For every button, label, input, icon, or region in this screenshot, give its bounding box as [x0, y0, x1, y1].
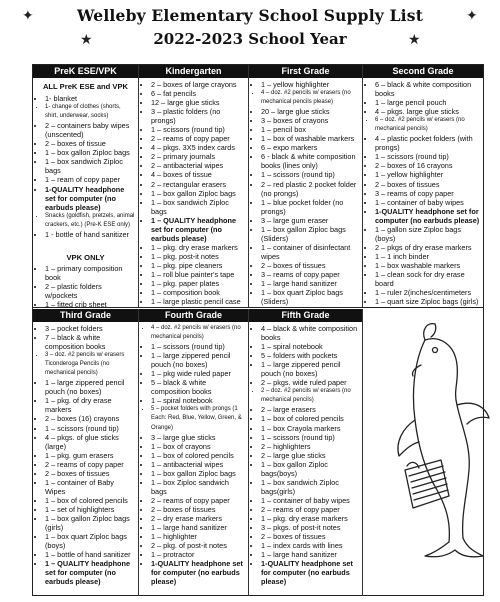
supply-item: • 1 – box of washable markers [261, 134, 359, 143]
supply-item: • 3 – plastic folders (no prongs) [151, 107, 245, 125]
supply-item: • 2 – rectangular erasers [151, 180, 245, 189]
supply-item: • 6 - black & white composition books (lines only) [261, 152, 359, 170]
supply-item: • 1 – box of colored pencils [261, 414, 359, 423]
supply-item: • 1 – scissors (round tip) [261, 433, 359, 442]
supply-item: • 1 – box gallon Ziploc bags (girls) [45, 514, 135, 532]
supply-item: • 1 – QUALITY headphone set for computer (no earbuds please) [45, 559, 135, 586]
prek-subhead: ALL PreK ESE and VPK [42, 82, 129, 91]
supply-item: • 1-QUALITY headphone set for computer (no earbuds please) [151, 559, 245, 586]
supply-item: • 3 – large glue sticks [151, 433, 245, 442]
supply-item: • 1 – roll blue painter's tape [151, 270, 245, 279]
supply-item: • 2 – red plastic 2 pocket folder (no prongs) [261, 180, 359, 198]
kindergarten-header: Kindergarten [139, 65, 248, 78]
supply-item: • 1 – yellow highlighter [261, 80, 359, 89]
page-title: Welleby Elementary School Supply List [76, 6, 424, 25]
supply-item: • 3 – pocket folders [45, 324, 135, 333]
supply-item: • 4 – doz. #2 pencils w/ erasers (no mechanical pencils please) [261, 89, 359, 107]
supply-item: • 1 – protractor [151, 550, 245, 559]
supply-item: • 1- change of clothes (shorts, shirt, underwear, socks) [45, 103, 135, 121]
supply-item: • 4 – boxes of tissue [151, 170, 245, 179]
first-grade-list [252, 80, 359, 307]
prek-header: PreK ESE/VPK [33, 65, 138, 78]
supply-item: • Snacks (goldfish, pretzels, animal crackers, etc.) (Pre-K ESE only) [45, 212, 135, 230]
supply-item: • 1 – large zippered pencil pouch (no boxes) [261, 360, 359, 378]
supply-item: • 2 – reams of copy paper [261, 505, 359, 514]
supply-item: • 2 – large erasers [261, 405, 359, 414]
fourth-grade-header: Fourth Grade [139, 309, 248, 322]
prek-column [33, 65, 139, 307]
supply-item: • 1 – quart size Ziploc bags (girls) [375, 297, 480, 306]
supply-item: • 2 – boxes of tissues [45, 469, 135, 478]
supply-item: • 1 – box sandwich Ziploc bags(girls) [261, 478, 359, 496]
supply-item: • 4 – doz. #2 pencils w/ erasers (no mechanical pencils) [151, 324, 245, 342]
supply-item: • 2 – highlighters [261, 442, 359, 451]
prek-list [36, 94, 135, 239]
supply-item: • 1 – antibacterial wipes [151, 460, 245, 469]
supply-item: • 1 – large zippered pencil pouch (no boxes) [45, 378, 135, 396]
supply-item: • 2 – reams of copy paper [45, 460, 135, 469]
supply-item: • 1 – gallon size Ziploc bags (boys) [375, 225, 480, 243]
supply-item: • 4 – plastic pocket folders (with prongs) [375, 134, 480, 152]
supply-item: • 3 – reams of copy paper [261, 270, 359, 279]
supply-item: • 1 – scissors (round tip) [151, 342, 245, 351]
supply-item: • 1 – pencil box [261, 125, 359, 134]
supply-item: • 1 – pkg. gum erasers [45, 451, 135, 460]
supply-item: • 1 – ream of copy paper [45, 175, 135, 184]
supply-item: • 1 – scissors (round tip) [151, 125, 245, 134]
supply-item: • 1 – box Crayola markers [261, 424, 359, 433]
dolphin-illustration [385, 320, 495, 560]
supply-item: • 1 – large zippered pencil pouch (no boxes) [151, 351, 245, 369]
fourth-grade-column [139, 309, 249, 596]
supply-item: • 1 – pkg. dry erase markers [261, 514, 359, 523]
supply-item: • 1 – blue pocket folder (no prongs) [261, 198, 359, 216]
second-grade-column [363, 65, 483, 307]
supply-item: • 5 – folders with pockets [261, 351, 359, 360]
supply-item: • 1-QUALITY headphone set for computer (no earbuds please) [261, 559, 359, 586]
first-grade-header: First Grade [249, 65, 362, 78]
supply-item: • 1 – container of baby wipes [375, 198, 480, 207]
supply-item: • 2 – boxes of tissue [45, 139, 135, 148]
supply-item: • 1 – yellow highlighter [375, 170, 480, 179]
supply-item: • 1 – clean sock for dry erase board [375, 270, 480, 288]
supply-item: • 20 – large glue sticks [261, 107, 359, 116]
supply-item: • 1 – box of colored pencils [151, 451, 245, 460]
supply-item: • 2 – antibacterial wipes [151, 161, 245, 170]
title-block [0, 0, 500, 62]
supply-item: • 1 – QUALITY headphone set for computer (no earbuds please) [151, 216, 245, 243]
supply-item: • 1 – fitted crib sheet [45, 300, 135, 307]
supply-item: • 2 – pkg. of post-it notes [151, 541, 245, 550]
supply-item: • 2 – boxes of tissues [261, 532, 359, 541]
supply-item: • 12 – large glue sticks [151, 98, 245, 107]
supply-item: • 1 – box of colored pencils [45, 496, 135, 505]
supply-item: • 2 – boxes of 16 crayons [375, 161, 480, 170]
supply-item: • 1 – spiral notebook [151, 396, 245, 405]
supply-item: • 1 – container of baby wipes [261, 496, 359, 505]
supply-item: • 3 – pkgs. of post-it notes [261, 523, 359, 532]
supply-item: • 3 – boxes of crayons [261, 116, 359, 125]
third-grade-list [36, 324, 135, 586]
row-divider [33, 307, 483, 308]
star-icon: ★ [80, 31, 93, 47]
second-grade-list [366, 80, 480, 306]
supply-item: • 1 – large hand sanitizer [151, 523, 245, 532]
supply-item: • 2 – dry erase markers [151, 514, 245, 523]
supply-item: • 1 – pkg. pipe cleaners [151, 261, 245, 270]
kindergarten-list [142, 80, 245, 306]
supply-item: • 1 – box gallon Ziploc bags [151, 189, 245, 198]
supply-item: • 1 – spiral notebook [261, 342, 359, 351]
supply-item: • 2 – boxes of large crayons [151, 80, 245, 89]
supply-item: • 1 – pkg. of dry erase markers [45, 396, 135, 414]
supply-item: • 1 - bottle of hand sanitizer [45, 230, 135, 239]
supply-item: • 6 – black & white composition books [375, 80, 480, 98]
supply-item: • 1-QUALITY headphone set for computer (no earbuds please) [375, 207, 480, 225]
supply-item: • 1 – set of highlighters [45, 505, 135, 514]
supply-item: • 2 – doz. #2 pencils w/ erasers (no mechanical pencils) [261, 387, 359, 405]
supply-item: • 1 – box gallon Ziploc bags(boys) [261, 460, 359, 478]
supply-item: • 1 – box washable markers [375, 261, 480, 270]
supply-item: • 1 – large pencil pouch [375, 98, 480, 107]
vpk-list [36, 264, 135, 307]
first-grade-column [249, 65, 363, 307]
supply-item: • 2 – boxes (16) crayons [45, 414, 135, 423]
supply-item: • 1 – bottle of hand sanitizer [45, 550, 135, 559]
supply-item: • 1 – box gallon Ziploc bags [151, 469, 245, 478]
supply-item: • 2 – pkgs. wide ruled paper [261, 378, 359, 387]
supply-item: • 2 – primary journals [151, 152, 245, 161]
supply-item: • 1 – composition book [151, 288, 245, 297]
supply-item: • 5 – black & white composition books [151, 378, 245, 396]
supply-item: • 2 – large glue sticks [261, 451, 359, 460]
supply-item: • 1 – large hand sanitizer [261, 550, 359, 559]
star-icon: ★ [408, 31, 421, 47]
supply-item: • 4 – pkgs. large glue sticks [375, 107, 480, 116]
star-icon: ✦ [22, 7, 34, 23]
third-grade-header: Third Grade [33, 309, 138, 322]
supply-item: • 2 – reams of copy paper [151, 134, 245, 143]
supply-item: • 1 – large hand sanitizer [261, 279, 359, 288]
supply-item: • 1 – box Ziploc sandwich bags [151, 478, 245, 496]
supply-item: • 1 – pkg wide ruled paper [151, 369, 245, 378]
supply-item: • 1 – highlighter [151, 532, 245, 541]
supply-item: • 1 – scissors (round tip) [45, 424, 135, 433]
supply-item: • 1 – box quart Ziploc bags (Sliders) [261, 288, 359, 306]
supply-item: • 1 – box gallon Ziploc bags (Sliders) [261, 225, 359, 243]
supply-item: • 4 – black & white composition books [261, 324, 359, 342]
supply-item: • 1 – pkg. dry erase markers [151, 243, 245, 252]
supply-item: • 2 – boxes of tissues [151, 505, 245, 514]
supply-item: • 2 – plastic folders w/pockets [45, 282, 135, 300]
supply-item: • 3 – reams of copy paper [375, 189, 480, 198]
vpk-subhead: VPK ONLY [66, 252, 105, 262]
supply-item: • 6 – expo markers [261, 143, 359, 152]
supply-item: • 1 – large plastic pencil case [151, 297, 245, 306]
fifth-grade-list [252, 324, 359, 586]
supply-item: • 1 – pkg. paper plates [151, 279, 245, 288]
supply-item: • 1 – box sandwich Ziploc bags [151, 198, 245, 216]
supply-item: • 1 – box sandwich Ziploc bags [45, 157, 135, 175]
supply-item: • 1 – container of disinfectant wipes [261, 243, 359, 261]
supply-item: • 4 – pkgs. of glue sticks (large) [45, 433, 135, 451]
fifth-grade-header: Fifth Grade [249, 309, 362, 322]
kindergarten-column [139, 65, 249, 307]
supply-item: • 5 – pocket folders with prongs (1 Each: Red, Blue, Yellow, Green, & Orange) [151, 405, 245, 432]
supply-item: • 1 – box gallon Ziploc bags [45, 148, 135, 157]
fifth-grade-column [249, 309, 363, 596]
supply-item: • 7 – black & white composition books [45, 333, 135, 351]
supply-item: • 2 – boxes of tissues [375, 180, 480, 189]
supply-item: • 1 – 1 inch binder [375, 252, 480, 261]
supply-item: • 1 – scissors (round tip) [261, 170, 359, 179]
supply-item: • 3 – large gum eraser [261, 216, 359, 225]
school-year: 2022-2023 School Year [153, 30, 347, 48]
second-grade-header: Second Grade [363, 65, 483, 78]
supply-item: • 2 – containers baby wipes (unscented) [45, 121, 135, 139]
supply-item: • 1 – container of Baby Wipes [45, 478, 135, 496]
supply-item: • 1 – scissors (round tip) [375, 152, 480, 161]
supply-item: • 3 – doz. #2 pencils w/ erasers Ticonderoga Pencils (no mechanical pencils) [45, 351, 135, 378]
supply-item: • 2 – pkgs of dry erase markers [375, 243, 480, 252]
supply-item: • 1 – pkg. post-it notes [151, 252, 245, 261]
supply-item: • 1- blanket [45, 94, 135, 103]
supply-item: • 6 – fat pencils [151, 89, 245, 98]
supply-item: • 6 – doz. #2 pencils w/ erasers (no mechanical pencils) [375, 116, 480, 134]
third-grade-column [33, 309, 139, 596]
supply-item: • 1 – index cards with lines [261, 541, 359, 550]
fourth-grade-list [142, 324, 245, 586]
supply-item: • 4 – pkgs. 3X5 index cards [151, 143, 245, 152]
supply-item: • 1 – ruler 2(inches/centimeters [375, 288, 480, 297]
supply-item: • 1-QUALITY headphone set for computer (no earbuds please) [45, 185, 135, 212]
supply-item: • 2 – reams of copy paper [151, 496, 245, 505]
supply-item: • 1 – box of crayons [151, 442, 245, 451]
star-icon: ✦ [466, 7, 478, 23]
supply-item: • 2 – boxes of tissues [261, 261, 359, 270]
supply-item: • 1 – primary composition book [45, 264, 135, 282]
supply-item: • 1 – box quart Ziploc bags (boys) [45, 532, 135, 550]
